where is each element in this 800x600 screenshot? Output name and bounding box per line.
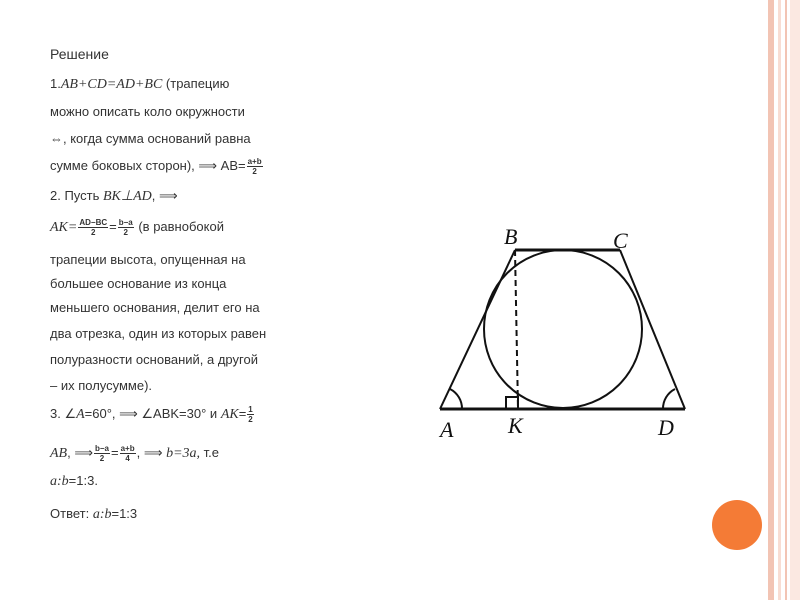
line-8: большее основание из конца: [50, 276, 227, 291]
answer-line: [50, 506, 137, 523]
line-5: [50, 188, 178, 205]
line-11: полуразности оснований, а другой: [50, 352, 258, 367]
label-c: C: [613, 228, 628, 253]
trapezoid-figure: [420, 215, 710, 445]
fraction-ad-bc: $\frac{AD-BC}{2}$: [79, 218, 108, 237]
line-7: трапеции высота, опущенная на: [50, 252, 246, 267]
line-13-text: =60°, ⟹ ∠ABK=30° и: [84, 405, 221, 421]
line-1: [50, 76, 229, 93]
label-b: B: [504, 224, 518, 249]
line-9: меньшего основания, делит его на: [50, 300, 260, 315]
fraction-a-b-quarter: $\frac{a+b}{4}$: [120, 444, 135, 463]
label-k: K: [508, 413, 523, 438]
line-6-eq: =: [109, 218, 117, 234]
line-1-text: (трапецию: [162, 76, 230, 91]
line-14-text: т.е: [200, 444, 220, 460]
fraction-b-a-half: $\frac{b-a}{2}$: [94, 444, 109, 463]
line-14-eq: =: [111, 444, 119, 460]
line-5-arrow: , ⟹: [151, 188, 178, 203]
line-4: [50, 157, 264, 176]
answer-ratio: a:b: [92, 507, 112, 522]
answer-value: =1:3: [111, 506, 138, 521]
height-bk: [515, 250, 518, 409]
line-13-num: 3. ∠: [50, 405, 77, 421]
line-5-text: 2. Пусть: [50, 188, 103, 203]
line-6-text: (в равнобокой: [134, 218, 224, 234]
angle-arc-a: [450, 389, 462, 409]
line-14: [50, 444, 219, 463]
decor-stripe-2: [778, 0, 781, 600]
line-13-eq: =: [238, 405, 247, 421]
line-14-result: b=3a,: [166, 445, 201, 461]
side-ab: [440, 250, 515, 409]
answer-label: Ответ:: [50, 506, 93, 521]
fraction-one-half: $\frac{1}{2}$: [248, 405, 253, 424]
line-3: ⇔, когда сумма оснований равна: [50, 131, 251, 146]
line-15-ratio: a:b: [50, 474, 69, 489]
line-14-arrow: , ⟹: [67, 444, 93, 460]
solution-title: Решение: [50, 46, 109, 62]
line-12: – их полусумме).: [50, 378, 153, 393]
line-13: [50, 405, 255, 424]
angle-arc-d: [663, 389, 675, 409]
line-13-ak: AK: [220, 406, 239, 422]
decor-stripe-1: [768, 0, 774, 600]
fraction-ab-half: $\frac{a+b}{2}$: [247, 157, 262, 176]
fraction-b-a: $\frac{b-a}{2}$: [118, 218, 133, 237]
line-5-formula: BK⊥AD: [103, 189, 152, 204]
line-4-text: сумме боковых сторон), ⟹ AB=: [50, 157, 246, 173]
line-1-formula: AB+CD=AD+BC: [60, 77, 163, 92]
line-1-num: 1.: [50, 76, 61, 91]
line-14-ab: AB: [50, 445, 68, 461]
line-2: можно описать коло окружности: [50, 104, 245, 119]
line-6: [50, 218, 224, 237]
right-angle-mark: [506, 397, 518, 409]
decor-orange-circle: [712, 500, 762, 550]
line-10: два отрезка, один из которых равен: [50, 326, 267, 341]
line-6-ak: AK=: [50, 219, 78, 235]
line-15-value: =1:3.: [68, 473, 98, 488]
label-a: A: [440, 417, 454, 442]
line-13-a: A: [76, 406, 85, 422]
decor-stripe-4: [790, 0, 800, 600]
inscribed-circle: [484, 250, 642, 408]
line-15: [50, 473, 98, 490]
side-cd: [620, 250, 685, 409]
label-d: D: [658, 415, 674, 440]
line-14-arrow-2: , ⟹: [136, 444, 167, 460]
decor-stripe-3: [785, 0, 787, 600]
